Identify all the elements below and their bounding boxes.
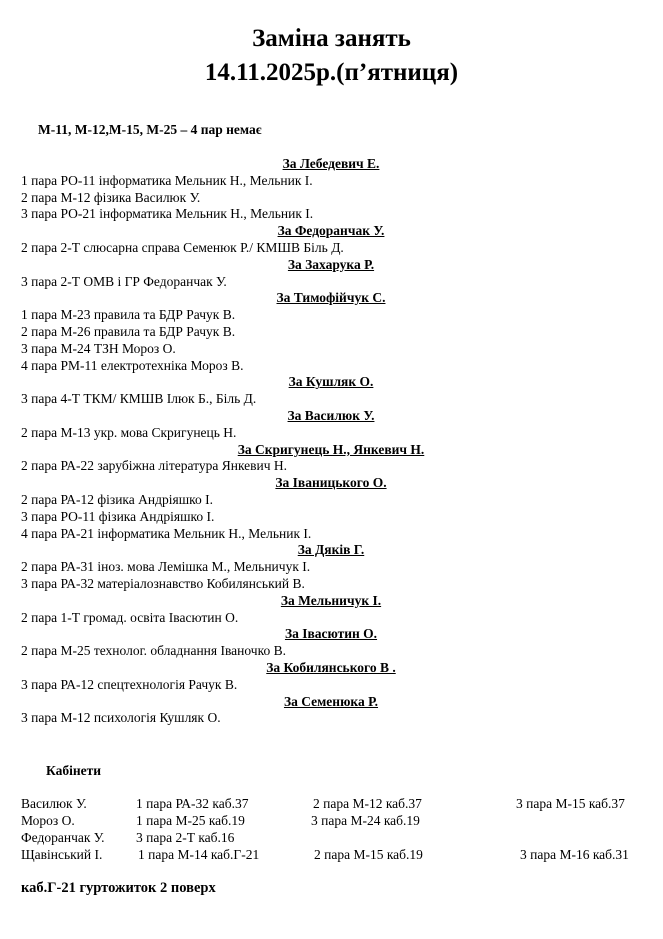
cabinets-title: Кабінети: [46, 763, 102, 778]
cabinet-assignment: 3 пара 2-Т каб.16: [136, 830, 235, 845]
substitution-line: 2 пара РА-12 фізика Андріяшко І.: [21, 491, 213, 507]
cabinet-teacher: Мороз О.: [21, 813, 75, 828]
substitution-header: За Захарука Р.: [287, 256, 375, 272]
substitution-line: 3 пара 2-Т ОМВ і ГР Федоранчак У.: [21, 273, 227, 289]
substitution-line: 4 пара РА-21 інформатика Мельник Н., Мельник І.: [21, 525, 312, 541]
footer-note: каб.Г-21 гуртожиток 2 поверх: [21, 880, 216, 896]
cabinet-assignment: 1 пара М-25 каб.19: [136, 813, 245, 828]
substitution-line: 4 пара РМ-11 електротехніка Мороз В.: [21, 357, 244, 373]
substitution-line: 2 пара РА-22 зарубіжна література Янкевич Н.: [21, 458, 288, 474]
cabinet-teacher: Щавінський І.: [21, 847, 103, 862]
cabinet-row: [21, 846, 651, 863]
substitution-line: 3 пара М-12 психологія Кушляк О.: [21, 710, 221, 726]
cabinets-table: [21, 795, 651, 863]
substitution-line: 3 пара РА-32 матеріалознавство Кобилянський В.: [21, 575, 305, 591]
no-4th-period-note: М-11, М-12,М-15, М-25 – 4 пар немає: [38, 122, 262, 137]
cabinet-row: [21, 812, 651, 829]
cabinet-row: [21, 829, 651, 846]
cabinet-assignment: 2 пара М-12 каб.37: [313, 796, 422, 811]
cabinet-assignment: 1 пара М-14 каб.Г-21: [138, 847, 260, 862]
cabinet-assignment: 1 пара РА-32 каб.37: [136, 796, 249, 811]
substitution-header: За Семенюка Р.: [283, 693, 379, 709]
substitution-header: За Федоранчак У.: [277, 223, 385, 239]
substitution-header: За Дяків Г.: [297, 542, 365, 558]
substitution-header: За Василюк У.: [287, 407, 375, 423]
cabinet-assignment: 2 пара М-15 каб.19: [314, 847, 423, 862]
page-date: 14.11.2025р.(п’ятниця): [204, 59, 459, 86]
substitution-line: 3 пара РО-11 фізика Андріяшко І.: [21, 508, 215, 524]
substitution-list: [21, 156, 641, 727]
substitution-header: За Лебедевич Е.: [282, 156, 380, 171]
substitution-line: 2 пара М-12 фізика Василюк У.: [21, 189, 201, 205]
substitution-line: 2 пара РА-31 іноз. мова Лемішка М., Мельничук І.: [21, 559, 311, 575]
cabinet-teacher: Федоранчак У.: [21, 830, 105, 845]
substitution-header: За Скригунець Н., Янкевич Н.: [237, 441, 425, 457]
substitution-line: 3 пара РА-12 спецтехнологія Рачук В.: [21, 676, 238, 692]
substitution-header: За Кушляк О.: [288, 374, 374, 390]
substitution-line: 3 пара 4-Т ТКМ/ КМШВ Ілюк Б., Біль Д.: [21, 391, 257, 407]
substitution-line: 1 пара М-23 правила та БДР Рачук В.: [21, 307, 236, 323]
substitution-line: 2 пара М-13 укр. мова Скригунець Н.: [21, 424, 237, 440]
cabinet-assignment: 3 пара М-24 каб.19: [311, 813, 420, 828]
cabinet-row: [21, 795, 651, 812]
substitution-line: 3 пара РО-21 інформатика Мельник Н., Мельник І.: [21, 206, 314, 222]
substitution-line: 2 пара М-25 технолог. обладнання Іваночко В.: [21, 643, 286, 659]
substitution-header: За Тимофійчук С.: [276, 290, 386, 306]
substitution-line: 2 пара М-26 правила та БДР Рачук В.: [21, 323, 236, 339]
substitution-line: 2 пара 2-Т слюсарна справа Семенюк Р./ КМШВ Біль Д.: [21, 239, 344, 255]
cabinet-assignment: 3 пара М-15 каб.37: [516, 796, 625, 811]
substitution-line: 1 пара РО-11 інформатика Мельник Н., Мельник І.: [21, 172, 313, 188]
substitution-header: За Кобилянського В .: [266, 659, 396, 675]
substitution-header: За Мельничук І.: [280, 592, 382, 608]
substitution-header: За Іваницького О.: [275, 475, 387, 491]
substitution-line: 3 пара М-24 ТЗН Мороз О.: [21, 340, 176, 356]
substitution-header: За Івасютин О.: [284, 626, 378, 642]
cabinet-teacher: Василюк У.: [21, 796, 87, 811]
substitution-line: 2 пара 1-Т громад. освіта Івасютин О.: [21, 609, 239, 625]
page-title: Заміна занять: [252, 25, 411, 52]
cabinet-assignment: 3 пара М-16 каб.31: [520, 847, 629, 862]
